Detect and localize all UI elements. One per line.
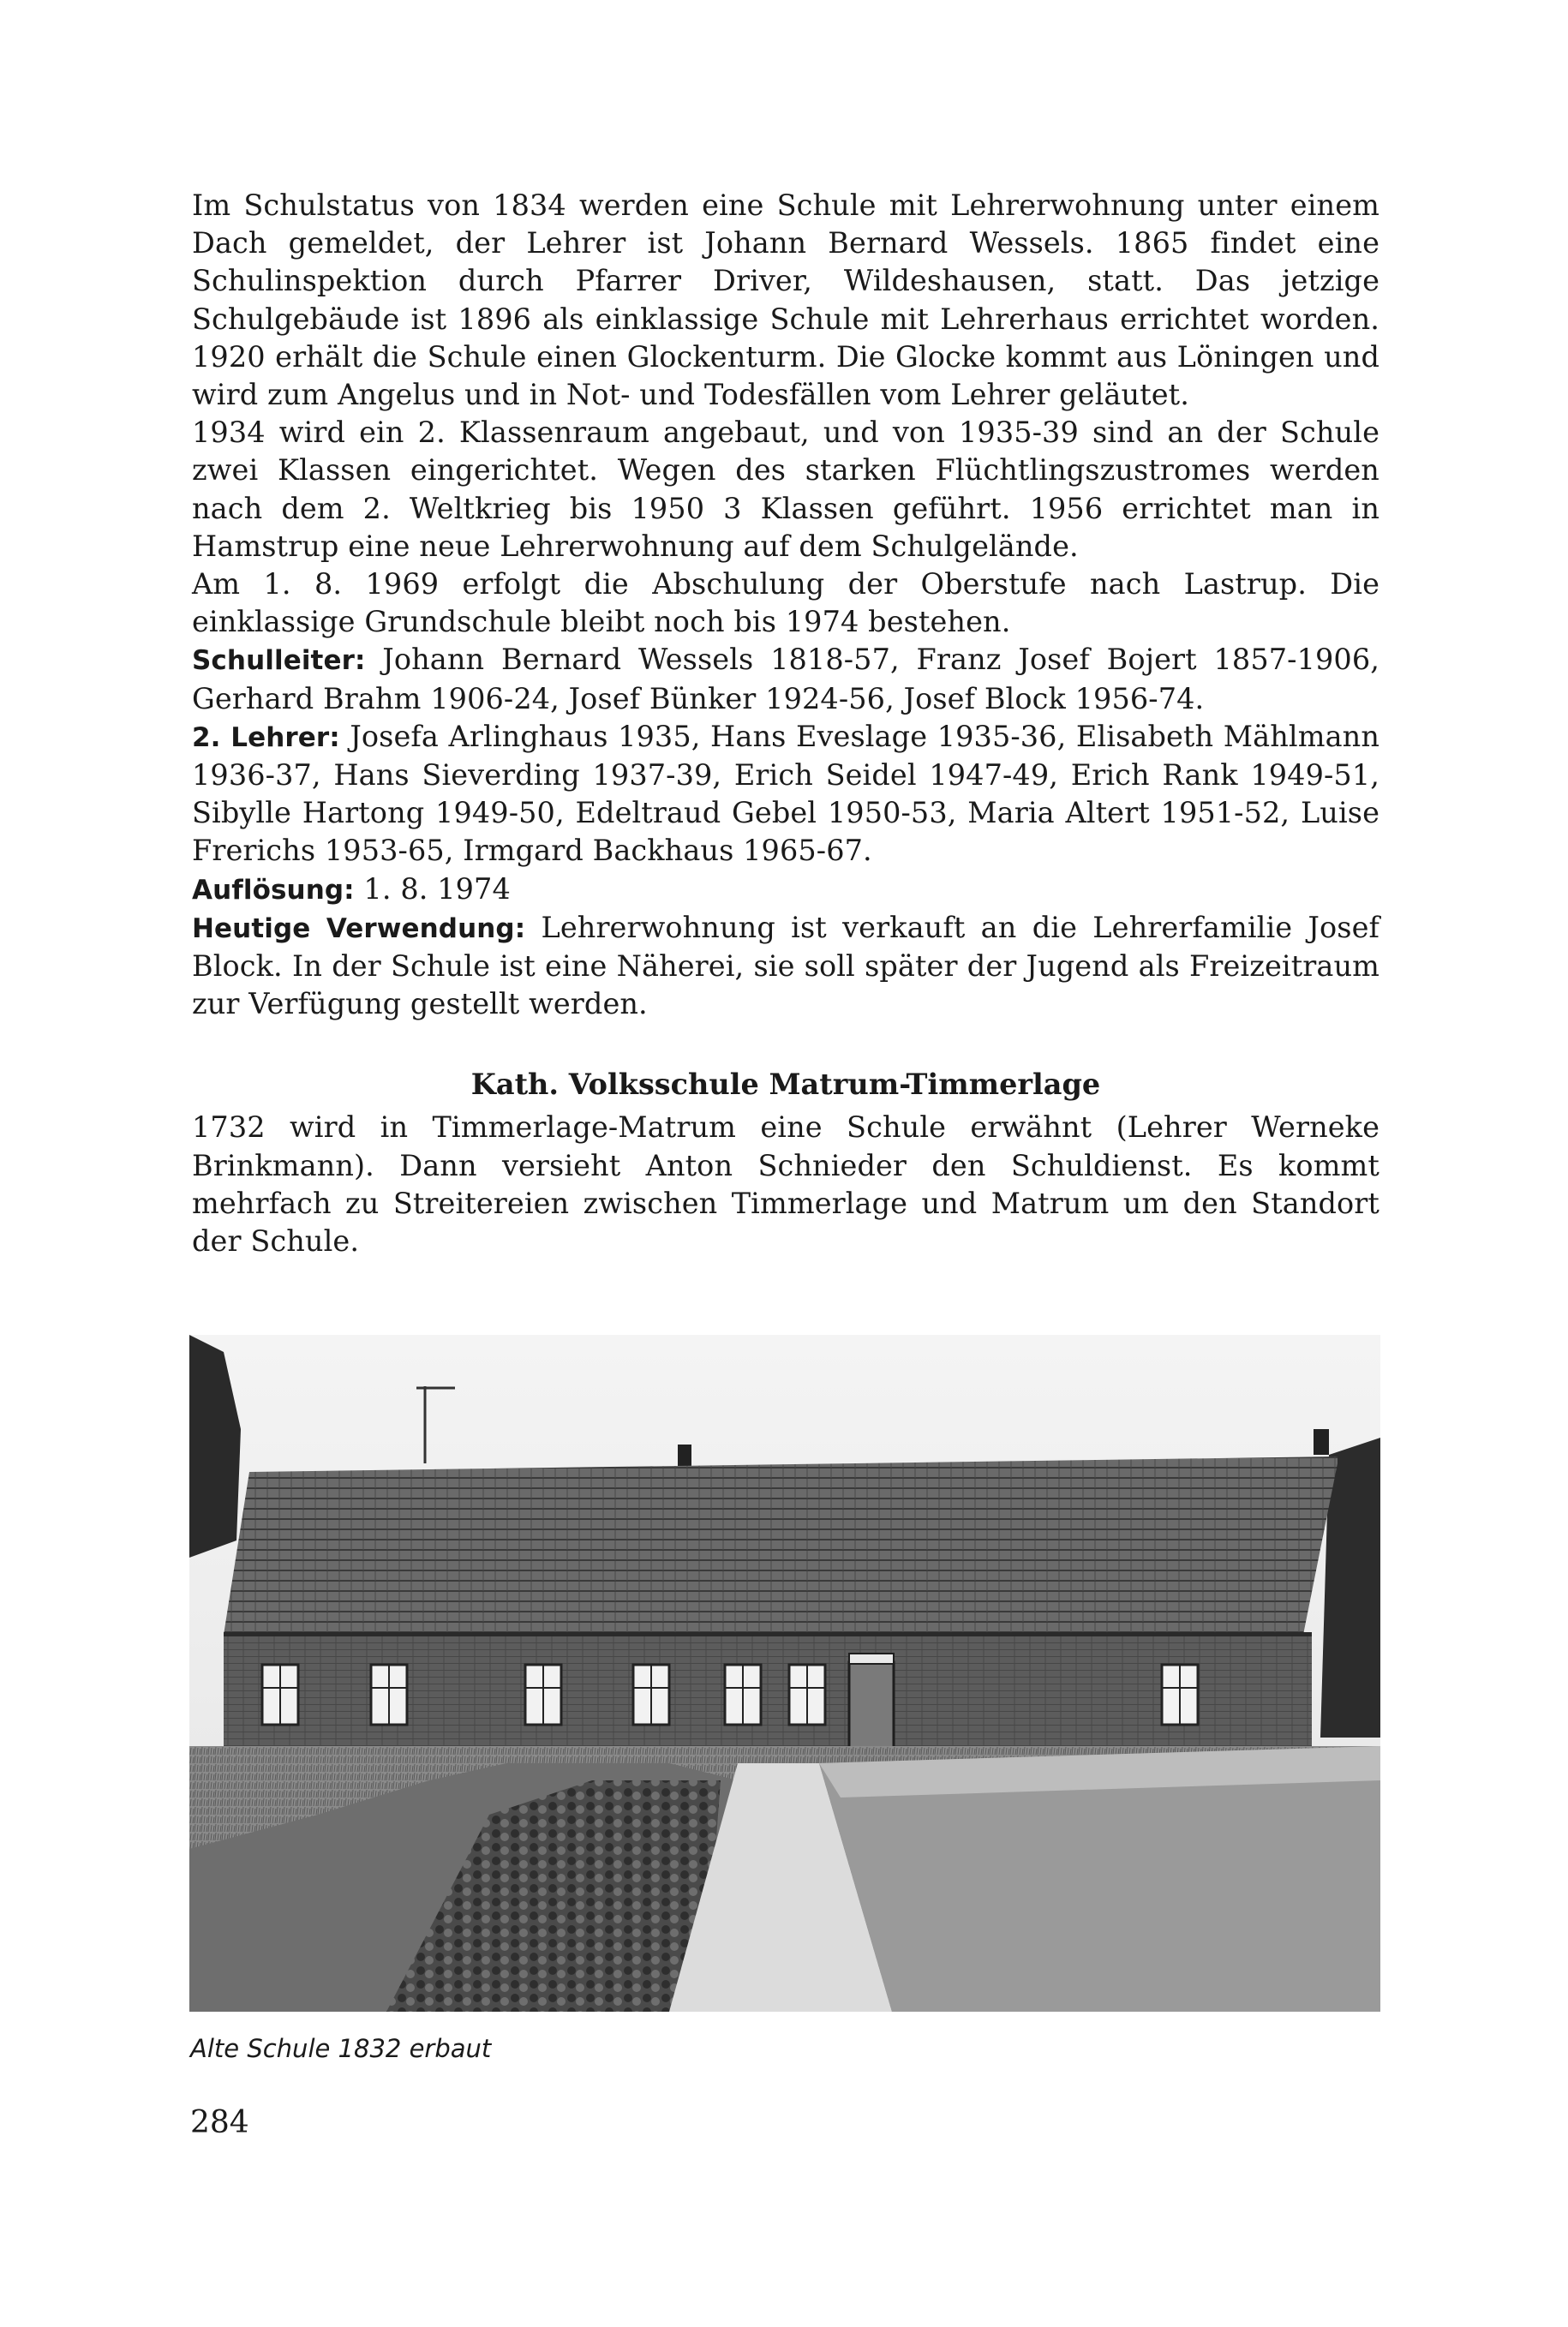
text-aufloesung: 1. 8. 1974: [354, 871, 511, 906]
text-column: [192, 187, 1379, 1260]
paragraph-klassenraum: 1934 wird ein 2. Klassenraum angebaut, und von 1935-39 sind an der Schule zwei Klassen eingerichtet. Wegen des starken Flüchtlingszustromes werden nach dem 2. Weltkrieg bis 1950 3 Klassen geführt. 1956 errichtet man in Hamstrup eine neue Lehrerwohnung auf dem Schulgelände.: [192, 416, 1379, 563]
label-schulleiter: Schulleiter:: [192, 645, 366, 677]
text-schulleiter: Johann Bernard Wessels 1818-57, Franz Josef Bojert 1857-1906, Gerhard Brahm 1906-24, Josef Bünker 1924-56, Josef Block 1956-74.: [192, 643, 1379, 715]
paragraph-abschulung: Am 1. 8. 1969 erfolgt die Abschulung der Oberstufe nach Lastrup. Die einklassige Grundschule bleibt noch bis 1974 bestehen.: [192, 567, 1379, 639]
page-number: 284: [190, 2105, 249, 2140]
photo-caption: Alte Schule 1832 erbaut: [190, 2034, 492, 2063]
section-heading-matrum-timmerlage: Kath. Volksschule Matrum-Timmerlage: [470, 1068, 1101, 1102]
school-building-illustration: [189, 1335, 1380, 2012]
school-photo: [189, 1335, 1380, 2012]
label-lehrer: 2. Lehrer:: [192, 721, 340, 753]
label-verwendung: Heutige Verwendung:: [192, 912, 526, 944]
paragraph-matrum: 1732 wird in Timmerlage-Matrum eine Schule erwähnt (Lehrer Werneke Brinkmann). Dann versieht Anton Schnieder den Schuldienst. Es kommt mehrfach zu Streitereien zwischen Timmerlage und Matrum um den Standort der Schule.: [192, 1110, 1379, 1259]
paragraph-aufloesung: [192, 870, 1379, 909]
paragraph-schulleiter: [192, 641, 1379, 717]
paragraph-schulstatus: Im Schulstatus von 1834 werden eine Schule mit Lehrerwohnung unter einem Dach gemeldet, der Lehrer ist Johann Bernard Wessels. 1865 findet eine Schulinspektion durch Pfarrer Driver, Wildeshausen, statt. Das jetzige Schulgebäude ist 1896 als einklassige Schule mit Lehrerhaus errichtet worden. 1920 erhält die Schule einen Glockenturm. Die Glocke kommt aus Löningen und wird zum Angelus und in Not- und Todesfällen vom Lehrer geläutet.: [192, 188, 1379, 412]
paragraph-verwendung: [192, 909, 1379, 1024]
text-lehrer: Josefa Arlinghaus 1935, Hans Eveslage 1935-36, Elisabeth Mählmann 1936-37, Hans Sieverding 1937-39, Erich Seidel 1947-49, Erich Rank 1949-51, Sibylle Hartong 1949-50, Edeltraud Gebel 1950-53, Maria Altert 1951-52, Luise Frerichs 1953-65, Irmgard Backhaus 1965-67.: [192, 719, 1379, 868]
paragraph-lehrer: [192, 718, 1379, 870]
text-verwendung: Lehrerwohnung ist verkauft an die Lehrerfamilie Josef Block. In der Schule ist eine Näherei, sie soll später der Jugend als Freizeitraum zur Verfügung gestellt werden.: [192, 910, 1379, 1021]
label-aufloesung: Auflösung:: [192, 874, 355, 906]
